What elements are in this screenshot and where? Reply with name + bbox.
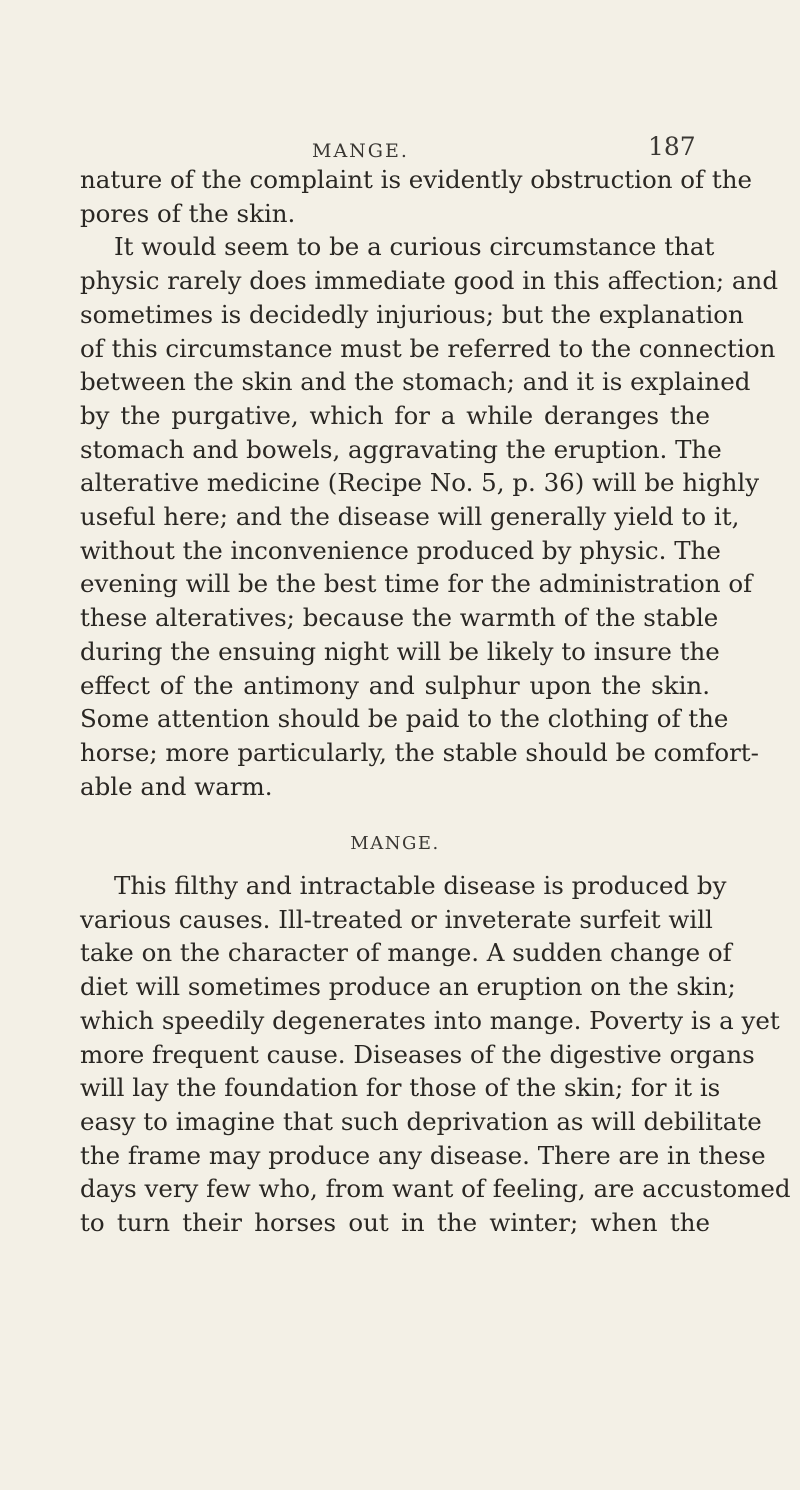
text-line: various causes. Ill-treated or inveterate surfeit will (80, 904, 713, 934)
text-line: nature of the complaint is evidently obstruction of the (80, 165, 753, 194)
text-line: physic rarely does immediate good in this affection; and (80, 266, 778, 296)
text-line: take on the character of mange. A sudden change of (80, 938, 732, 968)
paragraph-physic (80, 230, 778, 803)
text-line: Some attention should be paid to the clothing of the (80, 704, 729, 734)
text-line: days very few who, from want of feeling, are accustomed (80, 1174, 791, 1204)
paragraph-continuation (80, 163, 753, 230)
text-line: these alteratives; because the warmth of the stable (80, 603, 719, 633)
text-line: This filthy and intractable disease is produced by (114, 871, 727, 901)
text-line: during the ensuing night will be likely to insure the (80, 636, 720, 666)
text-line: pores of the skin. (80, 198, 296, 228)
text-line: effect of the antimony and sulphur upon the skin. (80, 670, 710, 700)
text-line: evening will be the best time for the administration of (80, 569, 753, 599)
text-line: will lay the foundation for those of the skin; for it is (80, 1073, 721, 1103)
text-line: more frequent cause. Diseases of the digestive organs (80, 1039, 755, 1069)
text-line: of this circumstance must be referred to the connection (80, 333, 776, 363)
text-line: by the purgative, which for a while deranges the (80, 400, 710, 430)
body-text (80, 163, 791, 1240)
text-line: able and warm. (80, 771, 273, 801)
text-line: without the inconvenience produced by physic. The (80, 535, 721, 565)
paragraph-mange (80, 869, 791, 1240)
text-line: horse; more particularly, the stable should be comfort- (80, 737, 759, 767)
page-number: 187 (648, 132, 696, 161)
text-line: alterative medicine (Recipe No. 5, p. 36) will be highly (80, 468, 760, 498)
text-line: between the skin and the stomach; and it is explained (80, 367, 751, 397)
text-line: easy to imagine that such deprivation as will debilitate (80, 1106, 762, 1136)
section-heading: MANGE. (350, 833, 440, 855)
text-line: the frame may produce any disease. There are in these (80, 1140, 766, 1170)
text-line: useful here; and the disease will generally yield to it, (80, 502, 740, 532)
running-head: MANGE. (312, 140, 409, 162)
text-line: stomach and bowels, aggravating the eruption. The (80, 434, 722, 464)
text-line: sometimes is decidedly injurious; but the explanation (80, 299, 744, 329)
text-line: It would seem to be a curious circumstance that (114, 232, 715, 262)
text-line: diet will sometimes produce an eruption on the skin; (80, 972, 736, 1002)
text-line: to turn their horses out in the winter; when the (80, 1208, 710, 1238)
text-line: which speedily degenerates into mange. Poverty is a yet (80, 1005, 780, 1035)
